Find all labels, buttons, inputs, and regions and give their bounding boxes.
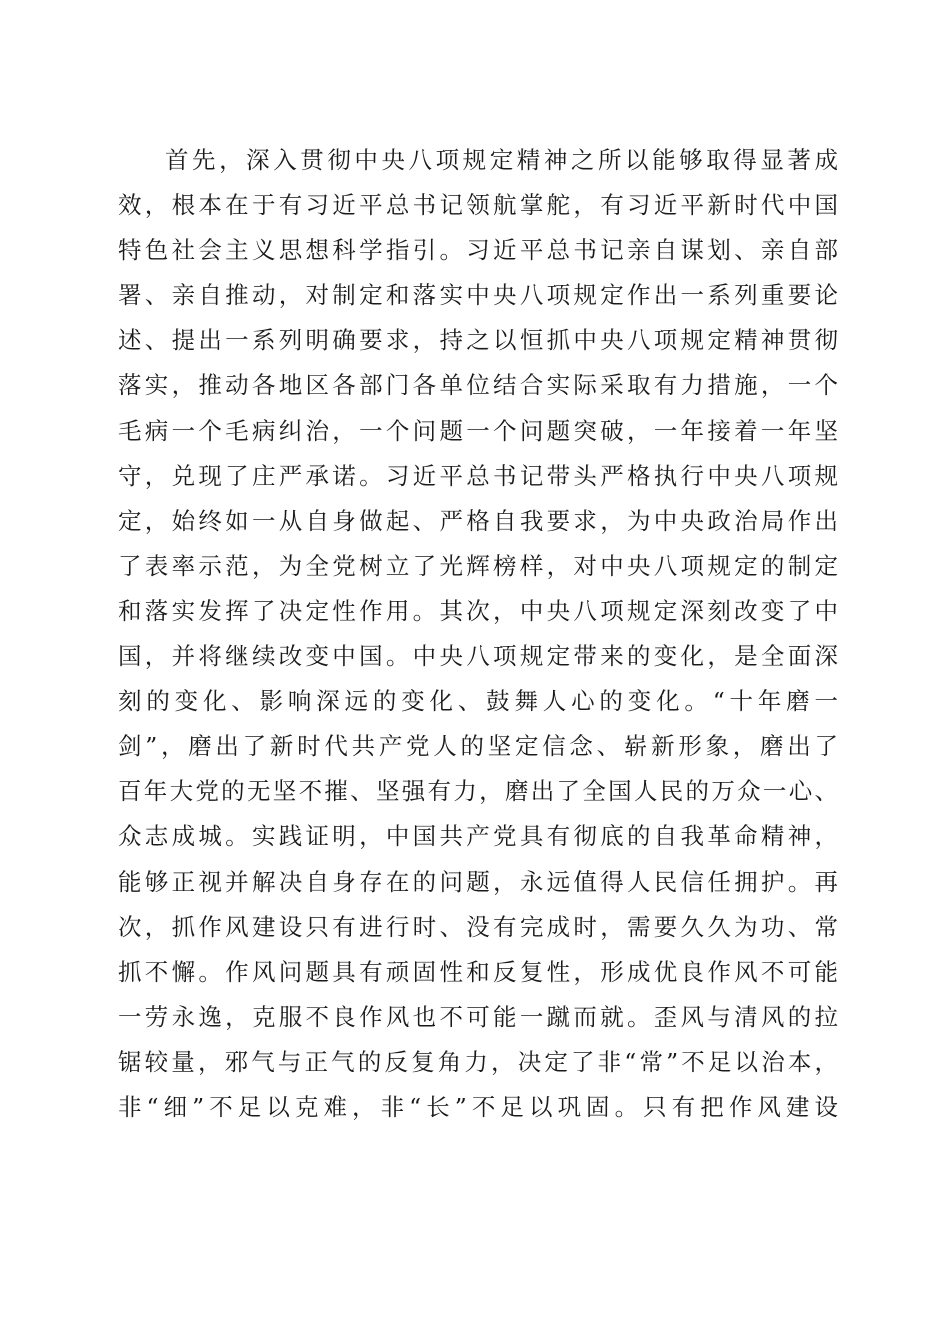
text-line: 一劳永逸，克服不良作风也不可能一蹴而就。歪风与清风的拉 bbox=[118, 1002, 838, 1031]
text-line: 守，兑现了庄严承诺。习近平总书记带头严格执行中央八项规 bbox=[118, 461, 838, 490]
text-line: 非“细”不足以克难，非“长”不足以巩固。只有把作风建设 bbox=[118, 1092, 838, 1121]
text-line: 落实，推动各地区各部门各单位结合实际采取有力措施，一个 bbox=[118, 371, 838, 400]
text-line: 众志成城。实践证明，中国共产党具有彻底的自我革命精神， bbox=[118, 822, 838, 851]
text-line: 百年大党的无坚不摧、坚强有力，磨出了全国人民的万众一心、 bbox=[118, 777, 838, 806]
text-line: 国，并将继续改变中国。中央八项规定带来的变化，是全面深 bbox=[118, 642, 838, 671]
text-line: 抓不懈。作风问题具有顽固性和反复性，形成优良作风不可能 bbox=[118, 957, 838, 986]
text-line: 能够正视并解决自身存在的问题，永远值得人民信任拥护。再 bbox=[118, 867, 838, 896]
text-line: 刻的变化、影响深远的变化、鼓舞人心的变化。“十年磨一 bbox=[118, 687, 838, 716]
text-line: 署、亲自推动，对制定和落实中央八项规定作出一系列重要论 bbox=[118, 281, 838, 310]
text-line: 了表率示范，为全党树立了光辉榜样，对中央八项规定的制定 bbox=[118, 551, 838, 580]
text-line: 剑”，磨出了新时代共产党人的坚定信念、崭新形象，磨出了 bbox=[118, 732, 838, 761]
text-line: 次，抓作风建设只有进行时、没有完成时，需要久久为功、常 bbox=[118, 912, 838, 941]
text-line: 述、提出一系列明确要求，持之以恒抓中央八项规定精神贯彻 bbox=[118, 326, 838, 355]
text-line: 定，始终如一从自身做起、严格自我要求，为中央政治局作出 bbox=[118, 506, 838, 535]
body-paragraph bbox=[118, 138, 838, 1130]
text-line: 特色社会主义思想科学指引。习近平总书记亲自谋划、亲自部 bbox=[118, 236, 838, 265]
text-line: 和落实发挥了决定性作用。其次，中央八项规定深刻改变了中 bbox=[118, 596, 838, 625]
text-line: 锯较量，邪气与正气的反复角力，决定了非“常”不足以治本， bbox=[118, 1047, 838, 1076]
text-line: 毛病一个毛病纠治，一个问题一个问题突破，一年接着一年坚 bbox=[118, 416, 838, 445]
text-line: 首先，深入贯彻中央八项规定精神之所以能够取得显著成 bbox=[165, 146, 838, 174]
text-line: 效，根本在于有习近平总书记领航掌舵，有习近平新时代中国 bbox=[118, 191, 838, 220]
